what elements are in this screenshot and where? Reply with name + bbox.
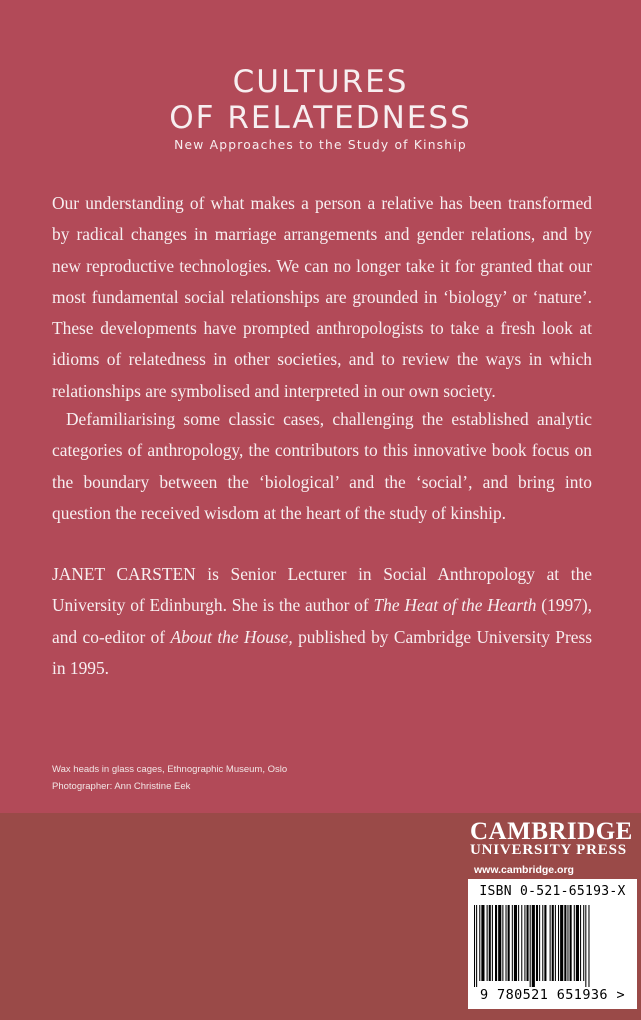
barcode-bar — [583, 905, 584, 981]
barcode-bar — [481, 905, 484, 981]
publisher-logo-subtitle: UNIVERSITY PRESS — [470, 842, 627, 858]
photo-credit: Photographer: Ann Christine Eek — [52, 781, 191, 792]
author-bio-text-b: (1997), and co-editor of — [52, 595, 593, 647]
barcode-bar — [542, 905, 543, 981]
barcode-bar — [521, 905, 522, 981]
barcode-bar — [524, 905, 525, 981]
barcode-bar — [560, 905, 563, 981]
barcode-bar — [512, 905, 513, 981]
barcode-bar — [502, 905, 503, 981]
barcode-bar — [474, 905, 475, 987]
barcode-bar — [530, 905, 531, 987]
blurb-paragraph-1: Our understanding of what makes a person a relative has been transformed by radical changes in marriage arrangements and gender relations, and by new reproductive technologies. We can no longer take it for granted that our most fundamental social relationships are grounded in ‘biology’ or ‘nature’. These developments have prompted anthropologists to take a fresh look at idioms of relatedness in other societies, and to review the ways in which relationships are symbolised and interpreted in our own society. — [52, 193, 592, 401]
isbn-label: ISBN 0-521-65193-X — [479, 884, 626, 899]
barcode-bar — [487, 905, 488, 981]
book-title-line1: CULTURES — [232, 64, 409, 100]
barcode-panel — [468, 879, 637, 1009]
author-book-title-1: The Heat of the Hearth — [373, 595, 537, 616]
barcode-bar — [552, 905, 554, 981]
barcode-bar — [476, 905, 477, 987]
barcode-bar — [518, 905, 519, 981]
publisher-url: www.cambridge.org — [474, 864, 574, 876]
barcode-bar — [567, 905, 568, 981]
barcode-bar — [550, 905, 551, 981]
barcode-bar — [580, 905, 581, 981]
barcode-bar — [588, 905, 589, 987]
barcode-bar — [492, 905, 493, 981]
barcode-bar — [576, 905, 579, 981]
author-book-title-2: About the House, — [170, 626, 293, 647]
author-bio-text-a: JANET CARSTEN is Senior Lecturer in Social Anthropology at the University of Edinburgh. She is the author of — [52, 564, 592, 616]
barcode-bar — [544, 905, 546, 981]
author-bio — [52, 559, 592, 684]
book-title-line2: OF RELATEDNESS — [169, 100, 472, 136]
barcode-bar — [564, 905, 566, 981]
photo-caption: Wax heads in glass cages, Ethnographic Museum, Oslo — [52, 764, 288, 775]
barcode-icon — [474, 905, 631, 987]
barcode-bar — [558, 905, 559, 981]
barcode-bar — [539, 905, 540, 981]
book-subtitle: New Approaches to the Study of Kinship — [174, 138, 467, 152]
barcode-bar — [585, 905, 586, 987]
barcode-bar — [536, 905, 538, 981]
barcode-bar — [555, 905, 556, 981]
barcode-bar — [495, 905, 497, 981]
barcode-bar — [514, 905, 517, 981]
barcode-bar — [532, 905, 535, 987]
barcode-bar — [489, 905, 491, 981]
barcode-bar — [574, 905, 575, 981]
barcode-bar — [506, 905, 507, 981]
author-bio-text-c: published by Cambridge University Press in 1995. — [52, 626, 592, 678]
barcode-bar — [570, 905, 572, 981]
barcode-bar — [479, 905, 480, 981]
barcode-bar — [508, 905, 510, 981]
barcode-digits: 9 780521 651936 > — [480, 987, 625, 1003]
blurb-paragraph-2: Defamiliarising some classic cases, challenging the established analytic categories of anthropology, the contributors to this innovative book focus on the boundary between the ‘biological’ and the ‘social’, and bring into question the received wisdom at the heart of the study of kinship. — [52, 409, 592, 523]
barcode-bar — [498, 905, 501, 981]
publisher-logo-name: CAMBRIDGE — [470, 818, 633, 845]
barcode-bar — [527, 905, 529, 981]
